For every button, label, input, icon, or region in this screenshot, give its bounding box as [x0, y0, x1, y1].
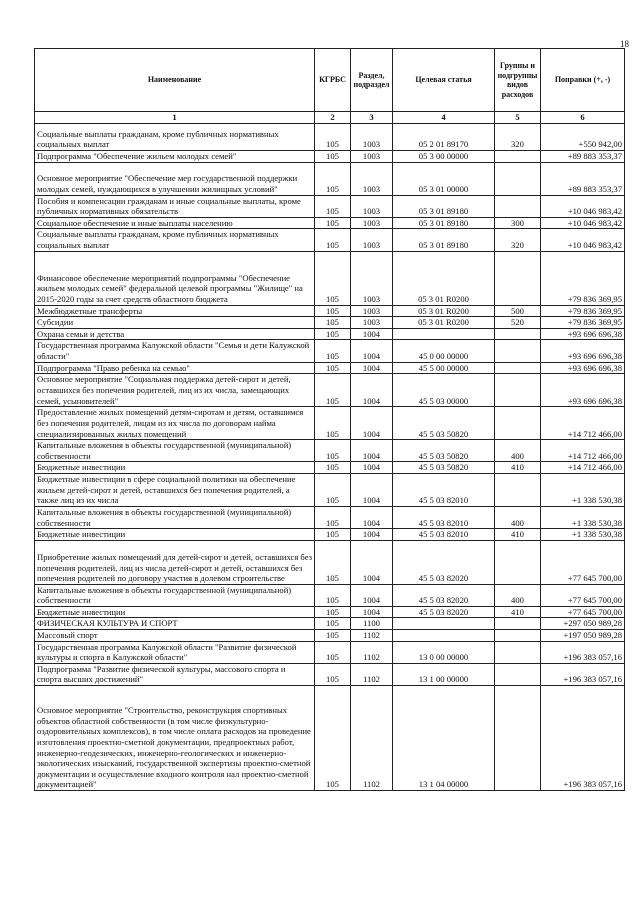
row-amount: +550 942,00	[541, 124, 625, 151]
row-group	[495, 473, 541, 506]
row-target: 05 3 01 89180	[393, 195, 495, 217]
column-number: 1	[35, 112, 315, 124]
row-section: 1004	[351, 407, 393, 440]
row-group: 320	[495, 124, 541, 151]
row-target	[393, 618, 495, 630]
row-kgrbs: 105	[315, 606, 351, 618]
row-target: 45 0 00 00000	[393, 340, 495, 362]
row-section: 1102	[351, 663, 393, 685]
row-target: 05 3 01 R0200	[393, 251, 495, 305]
table-row	[35, 440, 625, 462]
table-row	[35, 229, 625, 251]
row-group	[495, 195, 541, 217]
row-amount: +79 836 369,95	[541, 305, 625, 317]
row-section: 1003	[351, 305, 393, 317]
column-number: 2	[315, 112, 351, 124]
row-amount: +77 645 700,00	[541, 606, 625, 618]
row-section: 1003	[351, 229, 393, 251]
row-kgrbs: 105	[315, 584, 351, 606]
row-group	[495, 251, 541, 305]
row-name: Социальные выплаты гражданам, кроме публичных нормативных социальных выплат	[35, 124, 315, 151]
row-group: 400	[495, 584, 541, 606]
row-group	[495, 328, 541, 340]
header-name: Наименование	[35, 49, 315, 112]
table-row	[35, 124, 625, 151]
row-group	[495, 540, 541, 584]
row-kgrbs: 105	[315, 328, 351, 340]
row-name: Межбюджетные трансферты	[35, 305, 315, 317]
row-kgrbs: 105	[315, 618, 351, 630]
column-number: 3	[351, 112, 393, 124]
row-amount: +10 046 983,42	[541, 229, 625, 251]
row-name: Предоставление жилых помещений детям-сиротам и детям, оставшимся без попечения родителей, лицам из их числа по договорам найма специализированных жилых помещений	[35, 407, 315, 440]
row-kgrbs: 105	[315, 462, 351, 474]
row-name: Основное мероприятие "Социальная поддержка детей-сирот и детей, оставшихся без попечения родителей, лиц из их числа, замещающих семей, усыновителей"	[35, 374, 315, 407]
row-amount: +93 696 696,38	[541, 362, 625, 374]
row-amount: +14 712 466,00	[541, 462, 625, 474]
row-amount: +14 712 466,00	[541, 407, 625, 440]
row-amount: +79 836 369,95	[541, 251, 625, 305]
row-section: 1004	[351, 362, 393, 374]
row-section: 1003	[351, 162, 393, 195]
row-section: 1100	[351, 618, 393, 630]
row-kgrbs: 105	[315, 217, 351, 229]
row-group	[495, 162, 541, 195]
row-group	[495, 663, 541, 685]
row-kgrbs: 105	[315, 195, 351, 217]
row-kgrbs: 105	[315, 151, 351, 163]
row-target: 45 5 03 82010	[393, 473, 495, 506]
row-section: 1003	[351, 124, 393, 151]
table-row	[35, 162, 625, 195]
row-amount: +196 383 057,16	[541, 686, 625, 791]
row-kgrbs: 105	[315, 506, 351, 528]
row-target: 45 5 03 50820	[393, 440, 495, 462]
row-group: 320	[495, 229, 541, 251]
row-name: Социальные выплаты гражданам, кроме публичных нормативных социальных выплат	[35, 229, 315, 251]
row-target: 45 5 03 82020	[393, 606, 495, 618]
row-name: Бюджетные инвестиции	[35, 606, 315, 618]
row-section: 1004	[351, 506, 393, 528]
header-target: Целевая статья	[393, 49, 495, 112]
row-group	[495, 686, 541, 791]
table-row	[35, 362, 625, 374]
row-section: 1004	[351, 440, 393, 462]
row-section: 1004	[351, 540, 393, 584]
row-name: Капитальные вложения в объекты государственной (муниципальной) собственности	[35, 506, 315, 528]
page-number: 18	[620, 39, 629, 49]
row-name: Массовый спорт	[35, 630, 315, 642]
row-name: Социальное обеспечение и иные выплаты населению	[35, 217, 315, 229]
table-row	[35, 151, 625, 163]
row-target: 45 5 03 82010	[393, 529, 495, 541]
row-amount: +77 645 700,00	[541, 584, 625, 606]
column-number: 5	[495, 112, 541, 124]
row-target: 45 5 03 00000	[393, 374, 495, 407]
row-target: 05 3 00 00000	[393, 151, 495, 163]
row-section: 1102	[351, 641, 393, 663]
row-group: 300	[495, 217, 541, 229]
row-name: Государственная программа Калужской области "Семья и дети Калужской области"	[35, 340, 315, 362]
table-row	[35, 251, 625, 305]
row-group	[495, 407, 541, 440]
row-target: 45 5 03 82010	[393, 506, 495, 528]
row-section: 1004	[351, 328, 393, 340]
row-kgrbs: 105	[315, 229, 351, 251]
row-name: Подпрограмма "Развитие физической культуры, массового спорта и спорта высших достижений"	[35, 663, 315, 685]
row-name: Государственная программа Калужской области "Развитие физической культуры и спорта в Калужской области"	[35, 641, 315, 663]
row-amount: +1 338 530,38	[541, 473, 625, 506]
row-name: Субсидии	[35, 317, 315, 329]
row-kgrbs: 105	[315, 473, 351, 506]
row-kgrbs: 105	[315, 374, 351, 407]
row-name: Основное мероприятие "Обеспечение мер государственной поддержки молодых семей, нуждающихся в улучшении жилищных условий"	[35, 162, 315, 195]
row-amount: +197 050 989,28	[541, 630, 625, 642]
row-name: Финансовое обеспечение мероприятий подпрограммы "Обеспечение жильем молодых семей" федеральной целевой программы "Жилище" на 2015-2020 годы за счет средств областного бюджета	[35, 251, 315, 305]
column-numbers-row	[35, 112, 625, 124]
table-row	[35, 540, 625, 584]
row-kgrbs: 105	[315, 440, 351, 462]
column-number: 6	[541, 112, 625, 124]
row-amount: +93 696 696,38	[541, 374, 625, 407]
row-amount: +89 883 353,37	[541, 162, 625, 195]
row-kgrbs: 105	[315, 251, 351, 305]
row-section: 1003	[351, 151, 393, 163]
row-group: 520	[495, 317, 541, 329]
row-kgrbs: 105	[315, 340, 351, 362]
row-section: 1102	[351, 630, 393, 642]
row-target: 05 3 01 89180	[393, 217, 495, 229]
table-row	[35, 529, 625, 541]
column-number: 4	[393, 112, 495, 124]
row-name: Приобретение жилых помещений для детей-сирот и детей, оставшихся без попечения родителей, лиц из числа детей-сирот и детей, оставшихся без попечения родителей по договору участия в долевом строительстве	[35, 540, 315, 584]
row-target: 05 3 01 00000	[393, 162, 495, 195]
row-amount: +1 338 530,38	[541, 529, 625, 541]
table-row	[35, 305, 625, 317]
row-section: 1003	[351, 217, 393, 229]
budget-amendments-table	[34, 48, 625, 791]
row-section: 1102	[351, 686, 393, 791]
row-kgrbs: 105	[315, 686, 351, 791]
row-section: 1004	[351, 529, 393, 541]
row-amount: +1 338 530,38	[541, 506, 625, 528]
row-section: 1003	[351, 317, 393, 329]
table-row	[35, 686, 625, 791]
table-row	[35, 195, 625, 217]
row-section: 1004	[351, 584, 393, 606]
row-amount: +10 046 983,42	[541, 217, 625, 229]
row-section: 1004	[351, 473, 393, 506]
row-section: 1004	[351, 462, 393, 474]
row-group: 500	[495, 305, 541, 317]
table-row	[35, 317, 625, 329]
row-amount: +89 883 353,37	[541, 151, 625, 163]
row-name: Бюджетные инвестиции в сфере социальной политики на обеспечение жильем детей-сирот и детей, оставшихся без попечения родителей, а также лиц из их числа	[35, 473, 315, 506]
row-target: 05 3 01 R0200	[393, 317, 495, 329]
row-name: ФИЗИЧЕСКАЯ КУЛЬТУРА И СПОРТ	[35, 618, 315, 630]
table-row	[35, 641, 625, 663]
row-target: 05 2 01 89170	[393, 124, 495, 151]
row-group: 400	[495, 440, 541, 462]
row-amount: +196 383 057,16	[541, 663, 625, 685]
table-row	[35, 606, 625, 618]
row-kgrbs: 105	[315, 362, 351, 374]
row-name: Пособия и компенсации гражданам и иные социальные выплаты, кроме публичных нормативных обязательств	[35, 195, 315, 217]
table-row	[35, 663, 625, 685]
table-row	[35, 374, 625, 407]
row-target: 05 3 01 89180	[393, 229, 495, 251]
row-amount: +297 050 989,28	[541, 618, 625, 630]
row-target: 05 3 01 R0200	[393, 305, 495, 317]
table-row	[35, 217, 625, 229]
row-kgrbs: 105	[315, 407, 351, 440]
row-target: 13 1 00 00000	[393, 663, 495, 685]
row-group	[495, 151, 541, 163]
row-group: 410	[495, 606, 541, 618]
row-name: Подпрограмма "Обеспечение жильем молодых семей"	[35, 151, 315, 163]
row-amount: +93 696 696,38	[541, 328, 625, 340]
row-kgrbs: 105	[315, 663, 351, 685]
row-group	[495, 340, 541, 362]
row-kgrbs: 105	[315, 529, 351, 541]
table-row	[35, 407, 625, 440]
row-target	[393, 630, 495, 642]
row-amount: +79 836 369,95	[541, 317, 625, 329]
table-row	[35, 506, 625, 528]
row-target: 13 0 00 00000	[393, 641, 495, 663]
row-section: 1004	[351, 374, 393, 407]
table-body	[35, 124, 625, 791]
row-amount: +93 696 696,38	[541, 340, 625, 362]
row-kgrbs: 105	[315, 305, 351, 317]
row-kgrbs: 105	[315, 630, 351, 642]
row-group: 400	[495, 506, 541, 528]
row-amount: +14 712 466,00	[541, 440, 625, 462]
row-group	[495, 618, 541, 630]
header-kgrbs: КГРБС	[315, 49, 351, 112]
table-row	[35, 584, 625, 606]
row-name: Бюджетные инвестиции	[35, 462, 315, 474]
row-name: Капитальные вложения в объекты государственной (муниципальной) собственности	[35, 440, 315, 462]
row-target: 45 5 03 50820	[393, 462, 495, 474]
row-amount: +10 046 983,42	[541, 195, 625, 217]
row-name: Бюджетные инвестиции	[35, 529, 315, 541]
row-kgrbs: 105	[315, 540, 351, 584]
table-row	[35, 618, 625, 630]
table-row	[35, 340, 625, 362]
row-section: 1004	[351, 340, 393, 362]
row-group: 410	[495, 529, 541, 541]
table-row	[35, 630, 625, 642]
header-amendments: Поправки (+, -)	[541, 49, 625, 112]
row-target	[393, 328, 495, 340]
header-groups: Группы и подгруппы видов расходов	[495, 49, 541, 112]
row-target: 45 5 03 82020	[393, 540, 495, 584]
row-group	[495, 641, 541, 663]
row-section: 1003	[351, 251, 393, 305]
row-amount: +77 645 700,00	[541, 540, 625, 584]
row-group	[495, 374, 541, 407]
row-target: 45 5 03 50820	[393, 407, 495, 440]
row-group	[495, 630, 541, 642]
table-row	[35, 462, 625, 474]
row-kgrbs: 105	[315, 124, 351, 151]
header-section: Раздел, подраздел	[351, 49, 393, 112]
row-target: 45 5 00 00000	[393, 362, 495, 374]
row-section: 1004	[351, 606, 393, 618]
row-kgrbs: 105	[315, 641, 351, 663]
row-name: Подпрограмма "Право ребенка на семью"	[35, 362, 315, 374]
row-target: 13 1 04 00000	[393, 686, 495, 791]
table-row	[35, 473, 625, 506]
row-name: Капитальные вложения в объекты государственной (муниципальной) собственности	[35, 584, 315, 606]
row-kgrbs: 105	[315, 162, 351, 195]
row-amount: +196 383 057,16	[541, 641, 625, 663]
row-group: 410	[495, 462, 541, 474]
row-name: Охрана семьи и детства	[35, 328, 315, 340]
row-target: 45 5 03 82020	[393, 584, 495, 606]
row-group	[495, 362, 541, 374]
row-name: Основное мероприятие "Строительство, реконструкция спортивных объектов областной собственности (в том числе физкультурно-оздоровительных комплексов), в том числе оплата расходов на проведение изготовления проектно-сметной документации, предпроектных работ, инженерно-геодезических, инженерно-геологических и инженерно-экологических изысканий, государственной экспертизы проектно-сметной документации и осуществление входного контроля нал проектно-сметной документацией"	[35, 686, 315, 791]
row-section: 1003	[351, 195, 393, 217]
row-kgrbs: 105	[315, 317, 351, 329]
table-row	[35, 328, 625, 340]
